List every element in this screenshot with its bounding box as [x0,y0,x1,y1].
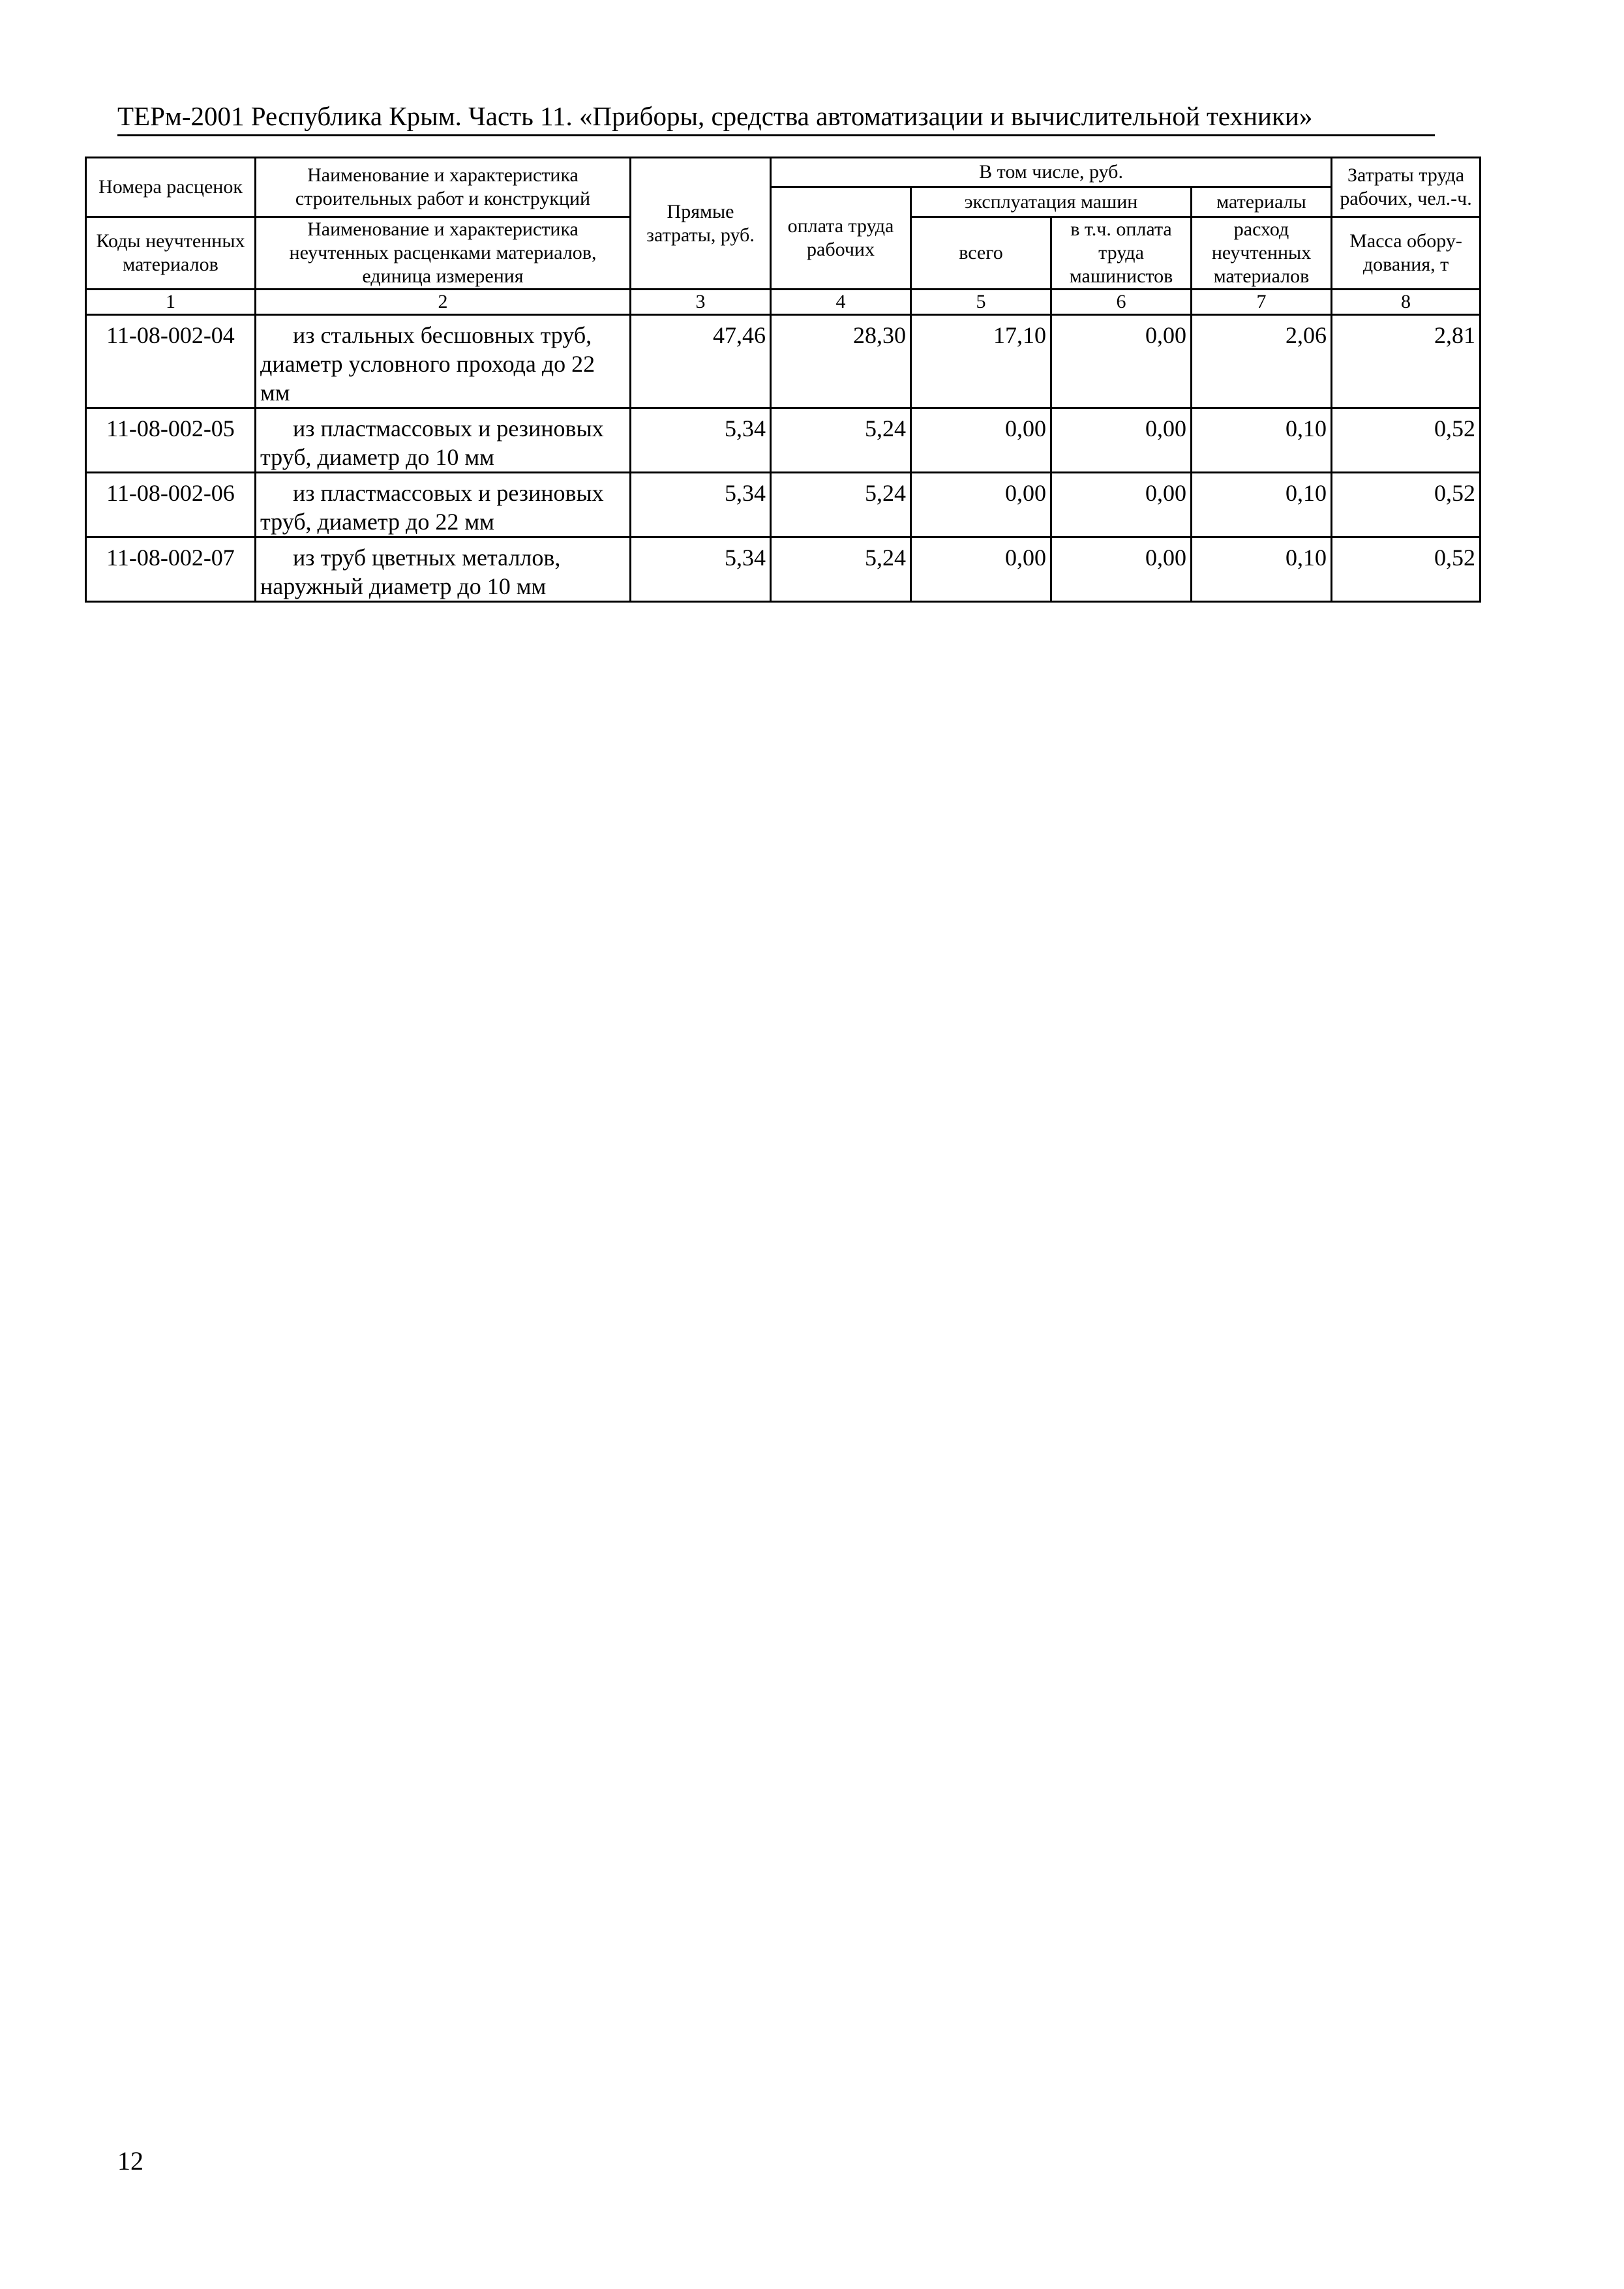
labor-pay-value: 5,24 [771,537,911,602]
rate-code: 11-08-002-05 [86,408,256,473]
header-unaccounted-materials: расход неучтенных материалов [1192,217,1332,290]
header-labor-costs: Затраты труда рабочих, чел.-ч. [1332,158,1481,217]
materials-value: 0,10 [1192,408,1332,473]
header-machine-total: всего [911,217,1051,290]
header-materials: материалы [1192,187,1332,217]
materials-value: 0,10 [1192,473,1332,537]
machine-total-value: 0,00 [911,537,1051,602]
labor-hours-value: 0,52 [1332,473,1481,537]
machinist-pay-value: 0,00 [1051,408,1192,473]
materials-value: 2,06 [1192,315,1332,408]
labor-hours-value: 0,52 [1332,537,1481,602]
machine-total-value: 17,10 [911,315,1051,408]
machinist-pay-value: 0,00 [1051,473,1192,537]
column-number: 8 [1332,290,1481,315]
direct-costs-value: 5,34 [631,473,771,537]
header-direct-costs: Прямые затраты, руб. [631,158,771,290]
header-machinist-pay: в т.ч. оплата труда машинистов [1051,217,1192,290]
machine-total-value: 0,00 [911,473,1051,537]
column-number: 1 [86,290,256,315]
header-equipment-mass: Масса обору-дования, т [1332,217,1481,290]
table-row [86,473,1481,537]
rate-code: 11-08-002-04 [86,315,256,408]
labor-hours-value: 2,81 [1332,315,1481,408]
column-number: 5 [911,290,1051,315]
table-row [86,537,1481,602]
rate-code: 11-08-002-07 [86,537,256,602]
page-number: 12 [117,2146,143,2176]
column-number: 2 [256,290,631,315]
direct-costs-value: 5,34 [631,408,771,473]
rate-description: из пластмассовых и резиновых труб, диаметр до 22 мм [256,473,631,537]
table-row [86,315,1481,408]
header-labor-pay: оплата труда рабочих [771,187,911,290]
direct-costs-value: 5,34 [631,537,771,602]
machine-total-value: 0,00 [911,408,1051,473]
column-number: 7 [1192,290,1332,315]
header-including: В том числе, руб. [771,158,1332,187]
header-machine-operation: эксплуатация машин [911,187,1192,217]
rate-description: из пластмассовых и резиновых труб, диаметр до 10 мм [256,408,631,473]
column-number: 4 [771,290,911,315]
rate-description: из труб цветных металлов, наружный диаметр до 10 мм [256,537,631,602]
rate-code: 11-08-002-06 [86,473,256,537]
column-numbers-row [86,290,1481,315]
labor-pay-value: 5,24 [771,473,911,537]
labor-pay-value: 28,30 [771,315,911,408]
column-number: 6 [1051,290,1192,315]
header-row [86,158,1481,187]
rate-description: из стальных бесшовных труб, диаметр условного прохода до 22 мм [256,315,631,408]
table-row [86,408,1481,473]
direct-costs-value: 47,46 [631,315,771,408]
labor-pay-value: 5,24 [771,408,911,473]
labor-hours-value: 0,52 [1332,408,1481,473]
page-header: ТЕРм-2001 Республика Крым. Часть 11. «Приборы, средства автоматизации и вычислительной техники» [117,98,1435,136]
machinist-pay-value: 0,00 [1051,315,1192,408]
header-rate-numbers: Номера расценок [86,158,256,217]
materials-value: 0,10 [1192,537,1332,602]
machinist-pay-value: 0,00 [1051,537,1192,602]
header-work-name: Наименование и характеристика строительных работ и конструкций [256,158,631,217]
header-material-name: Наименование и характеристика неучтенных расценками материалов, единица измерения [256,217,631,290]
header-material-codes: Коды неучтенных материалов [86,217,256,290]
column-number: 3 [631,290,771,315]
rates-table [85,157,1481,603]
